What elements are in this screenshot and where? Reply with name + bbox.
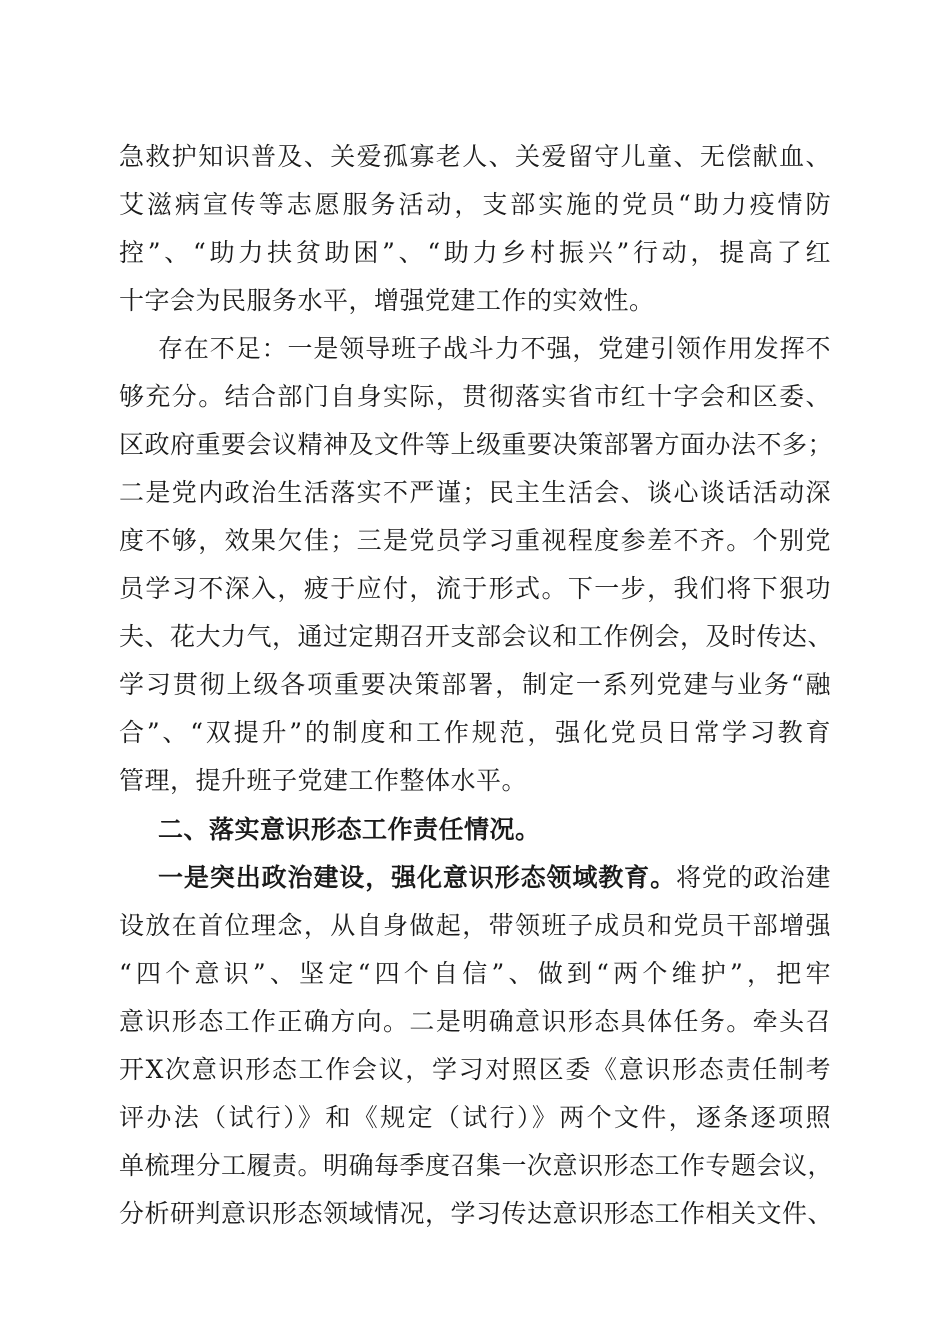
paragraph-line: 控”、“助力扶贫助困”、“助力乡村振兴”行动，提高了红 [119, 238, 831, 267]
paragraph-line: 开X次意识形态工作会议，学习对照区委《意识形态责任制考 [119, 1055, 831, 1084]
paragraph-line: 二是党内政治生活落实不严谨；民主生活会、谈心谈话活动深 [119, 478, 831, 507]
paragraph-line: 分析研判意识形态领域情况，学习传达意识形态工作相关文件、 [119, 1199, 834, 1228]
paragraph-line: 艾滋病宣传等志愿服务活动，支部实施的党员“助力疫情防 [119, 190, 831, 219]
paragraph-line: “四个意识”、坚定“四个自信”、做到“两个维护”，把牢 [119, 959, 831, 988]
paragraph-line: 学习贯彻上级各项重要决策部署，制定一系列党建与业务“融 [119, 670, 831, 699]
paragraph-line: 急救护知识普及、关爱孤寡老人、关爱留守儿童、无偿献血、 [119, 142, 831, 171]
paragraph-line: 存在不足：一是领导班子战斗力不强，党建引领作用发挥不 [158, 334, 831, 363]
paragraph-line: 评办法（试行）》和《规定（试行）》两个文件，逐条逐项照 [119, 1103, 831, 1132]
paragraph-line: 区政府重要会议精神及文件等上级重要决策部署方面办法不多； [119, 430, 834, 459]
paragraph-text-run: 将党的政治建 [675, 863, 831, 892]
paragraph-line: 单梳理分工履责。明确每季度召集一次意识形态工作专题会议， [119, 1151, 834, 1180]
paragraph-line: 意识形态工作正确方向。二是明确意识形态具体任务。牵头召 [119, 1007, 831, 1036]
paragraph-line: 夫、花大力气，通过定期召开支部会议和工作例会，及时传达、 [119, 622, 834, 651]
paragraph-line: 合”、“双提升”的制度和工作规范，强化党员日常学习教育 [119, 718, 831, 747]
paragraph-line: 员学习不深入，疲于应付，流于形式。下一步，我们将下狠功 [119, 574, 831, 603]
paragraph-line: 设放在首位理念，从自身做起，带领班子成员和党员干部增强 [119, 911, 831, 940]
section-heading: 二、落实意识形态工作责任情况。 [158, 815, 541, 844]
paragraph-line-first [158, 854, 831, 902]
bold-lead-sentence: 一是突出政治建设，强化意识形态领域教育。 [158, 863, 676, 892]
paragraph-line: 管理，提升班子党建工作整体水平。 [119, 766, 528, 795]
paragraph-line: 度不够，效果欠佳；三是党员学习重视程度参差不齐。个别党 [119, 526, 831, 555]
paragraph-line: 十字会为民服务水平，增强党建工作的实效性。 [119, 286, 655, 315]
paragraph-line: 够充分。结合部门自身实际，贯彻落实省市红十字会和区委、 [119, 382, 831, 411]
